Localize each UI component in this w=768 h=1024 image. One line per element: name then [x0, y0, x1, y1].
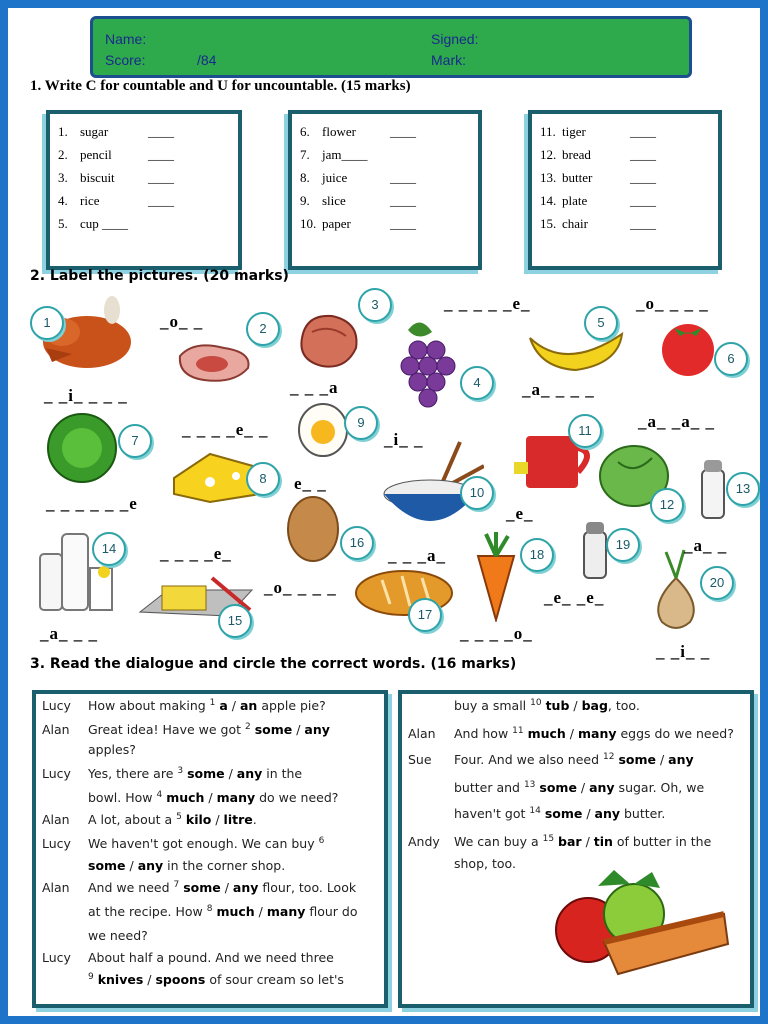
dialogue-text[interactable]: at the recipe. How $^8$ much / many flour do — [88, 904, 358, 920]
speaker-name: Alan — [408, 726, 436, 741]
picture-label: _a_ _a_ _ — [638, 412, 715, 431]
list-item: 4. rice ____ — [58, 193, 174, 208]
picture-label: _o_ _ _ _ — [264, 578, 337, 597]
speaker-name: Lucy — [42, 836, 71, 851]
name-label: Name: — [105, 31, 147, 47]
picture-label: _ _i_ _ _ _ — [44, 386, 128, 405]
number-badge: 1 — [30, 306, 64, 340]
signed-label: Signed: — [431, 31, 479, 47]
score-total: /84 — [197, 52, 217, 68]
picture-label: _ _ _ _ _e_ — [444, 294, 531, 313]
number-badge: 20 — [700, 566, 734, 600]
dialogue-text[interactable]: shop, too. — [454, 856, 516, 871]
dialogue-text[interactable]: Four. And we also need $^{12}$ some / any — [454, 752, 694, 768]
list-item: 11. tiger ____ — [540, 124, 656, 139]
dialogue-text[interactable]: apples? — [88, 742, 136, 757]
lettuce-picture — [36, 410, 128, 486]
picture-label: _ _ _ _e_ — [160, 544, 232, 563]
number-badge: 12 — [650, 488, 684, 522]
number-badge: 8 — [246, 462, 280, 496]
number-badge: 7 — [118, 424, 152, 458]
list-item: 6. flower ____ — [300, 124, 416, 139]
section1-title: 1. Write C for countable and U for uncountable. (15 marks) — [30, 78, 411, 94]
apple-pie-picture — [548, 864, 734, 984]
picture-label: e_ _ — [294, 474, 327, 493]
list-item: 5. cup ____ — [58, 216, 129, 231]
picture-label: _e_ — [506, 504, 534, 523]
list-item: 14. plate ____ — [540, 193, 656, 208]
number-badge: 2 — [246, 312, 280, 346]
list-item: 2. pencil ____ — [58, 147, 174, 162]
number-badge: 5 — [584, 306, 618, 340]
number-badge: 18 — [520, 538, 554, 572]
number-badge: 3 — [358, 288, 392, 322]
wordbox-1 — [46, 110, 242, 270]
number-badge: 14 — [92, 532, 126, 566]
list-item: 15. chair ____ — [540, 216, 656, 231]
speaker-name: Alan — [42, 722, 70, 737]
list-item: 7. jam____ — [300, 147, 368, 162]
score-label: Score: — [105, 52, 146, 68]
egg-picture — [296, 402, 350, 458]
picture-label: _a_ _ _ _ — [522, 380, 595, 399]
dialogue-text[interactable]: And how $^{11}$ much / many eggs do we need? — [454, 726, 734, 742]
picture-label: _i_ _ — [384, 430, 424, 449]
dialogue-text[interactable]: How about making $^1$ a / an apple pie? — [88, 698, 326, 714]
list-item: 13. butter ____ — [540, 170, 656, 185]
speaker-name: Sue — [408, 752, 432, 767]
picture-label: _o_ _ _ _ — [636, 294, 709, 313]
number-badge: 10 — [460, 476, 494, 510]
list-item: 9. slice ____ — [300, 193, 416, 208]
speaker-name: Lucy — [42, 698, 71, 713]
section2-title: 2. Label the pictures. (20 marks) — [30, 268, 289, 284]
pepper-shaker-picture — [580, 520, 610, 580]
speaker-name: Alan — [42, 812, 70, 827]
tomato-picture — [656, 316, 720, 376]
picture-label: _a_ _ — [684, 536, 728, 555]
picture-label: _a_ _ _ — [40, 624, 98, 643]
potato-picture — [284, 494, 342, 564]
dialogue-text[interactable]: And we need $^7$ some / any flour, too. Look — [88, 880, 357, 896]
picture-label: _ _i_ _ — [656, 642, 711, 661]
number-badge: 15 — [218, 604, 252, 638]
number-badge: 4 — [460, 366, 494, 400]
picture-label: _o_ _ — [160, 312, 204, 331]
number-badge: 17 — [408, 598, 442, 632]
section3-title: 3. Read the dialogue and circle the correct words. (16 marks) — [30, 656, 517, 672]
dialogue-text[interactable]: We can buy a $^{15}$ bar / tin of butter in the — [454, 834, 712, 850]
picture-label: _ _ _a — [290, 378, 339, 397]
dialogue-text[interactable]: butter and $^{13}$ some / any sugar. Oh, we — [454, 780, 705, 796]
number-badge: 6 — [714, 342, 748, 376]
dialogue-text[interactable]: haven't got $^{14}$ some / any butter. — [454, 806, 666, 822]
dialogue-text[interactable]: Yes, there are $^3$ some / any in the — [88, 766, 303, 782]
mark-label: Mark: — [431, 52, 466, 68]
picture-label: _ _ _ _o_ — [460, 624, 533, 643]
dialogue-text[interactable]: we need? — [88, 928, 148, 943]
header-box — [90, 16, 692, 78]
grapes-picture — [388, 312, 466, 412]
dialogue-box-left — [32, 690, 388, 1008]
dialogue-text[interactable]: We haven't got enough. We can buy $^6$ — [88, 836, 325, 852]
speaker-name: Lucy — [42, 766, 71, 781]
dialogue-text[interactable]: $^9$ knives / spoons of sour cream so let's — [88, 972, 344, 988]
speaker-name: Lucy — [42, 950, 71, 965]
number-badge: 13 — [726, 472, 760, 506]
salt-shaker-picture — [696, 458, 730, 522]
meat-picture — [174, 338, 254, 386]
number-badge: 16 — [340, 526, 374, 560]
dialogue-text[interactable]: About half a pound. And we need three — [88, 950, 334, 965]
speaker-name: Alan — [42, 880, 70, 895]
ham-picture — [296, 308, 364, 374]
list-item: 12. bread ____ — [540, 147, 656, 162]
wordbox-2 — [288, 110, 482, 270]
list-item: 10. paper ____ — [300, 216, 416, 231]
list-item: 8. juice ____ — [300, 170, 416, 185]
picture-label: _ _ _a_ — [388, 546, 446, 565]
dialogue-text[interactable]: A lot, about a $^5$ kilo / litre. — [88, 812, 257, 828]
speaker-name: Andy — [408, 834, 440, 849]
dialogue-text[interactable]: buy a small $^{10}$ tub / bag, too. — [454, 698, 640, 714]
dialogue-box-right — [398, 690, 754, 1008]
dialogue-text[interactable]: bowl. How $^4$ much / many do we need? — [88, 790, 339, 806]
dialogue-text[interactable]: Great idea! Have we got $^2$ some / any — [88, 722, 330, 738]
number-badge: 11 — [568, 414, 602, 448]
number-badge: 9 — [344, 406, 378, 440]
onion-picture — [648, 548, 704, 634]
picture-label: _e_ _e_ — [544, 588, 605, 607]
carrot-picture — [466, 532, 526, 622]
picture-label: _ _ _ _ _ _e — [46, 494, 138, 513]
list-item: 1. sugar ____ — [58, 124, 174, 139]
number-badge: 19 — [606, 528, 640, 562]
picture-label: _ _ _ _e_ _ — [182, 420, 269, 439]
wordbox-3 — [528, 110, 722, 270]
dialogue-text[interactable]: some / any in the corner shop. — [88, 858, 286, 873]
list-item: 3. biscuit ____ — [58, 170, 174, 185]
